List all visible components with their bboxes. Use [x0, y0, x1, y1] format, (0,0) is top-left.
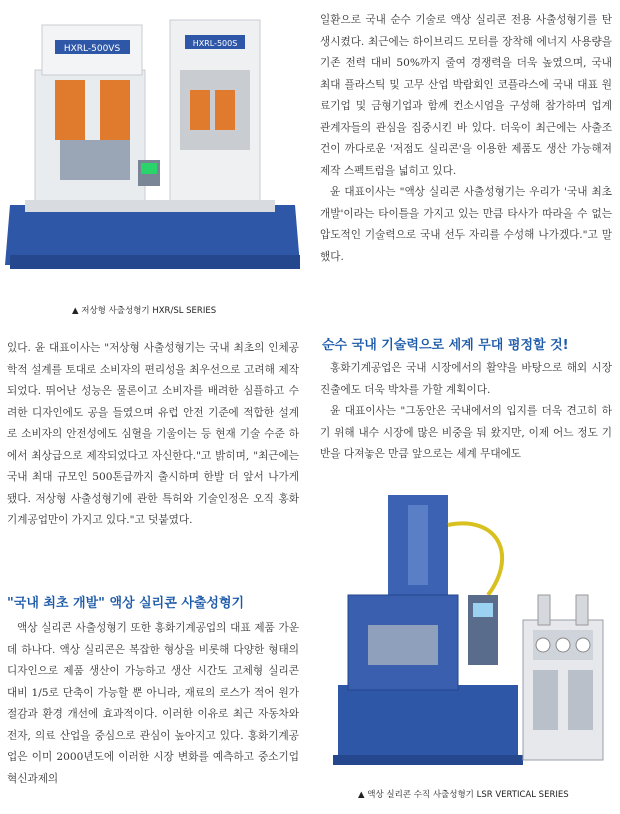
- paragraph: 액상 실리콘 사출성형기 또한 홍화기계공업의 대표 제품 가운데 하나다. 액상 실리콘은 복잡한 형상을 비롯해 다양한 형태의 디자인으로 제품 생산이 가능하고 생산 시간도 고체형 실리콘 대비 1/5로 단축이 가능할 뿐 아니라, 재료의 로스가 적어 원가 절감과 환경 개선에 효과적이다. 이러한 이유로 최근 자동차와 전자, 의료 산업을 중심으로 관심이 높아지고 있다. 홍화기계공업은 이미 2000년도에 이러한 시장 변화를 예측하고 중소기업혁신과제의: [7, 622, 299, 785]
- photo-lsr-vertical-machine: [318, 485, 616, 783]
- figure-caption-bottom: ▲ 액상 실리콘 수직 사출성형기 LSR VERTICAL SERIES: [358, 790, 569, 800]
- photo-low-profile-machine: [0, 0, 305, 290]
- left-text-column-2: [7, 618, 299, 790]
- paragraph: 일환으로 국내 순수 기술로 액상 실리콘 전용 사출성형기를 탄생시켰다. 최근에는 하이브리드 모터를 장착해 에너지 사용량을 기존 전력 대비 50%까지 줄여 경쟁력을 더욱 높였으며, 국내 최대 플라스틱 및 고무 산업 박람회인 코플라스에 국내 대표 원료기업 및 금형기업과 함께 컨소시엄을 구성해 참가하며 업계 관계자들의 관심을 집중시킨 바 있다. 더욱이 최근에는 사출조건이 까다로운 '저점도 실리콘'을 이용한 제품도 생산 가능해져 제작 스펙트럼을 넓히고 있다.: [320, 14, 612, 177]
- section-heading-lsr: "국내 최초 개발" 액상 실리콘 사출성형기: [7, 596, 245, 611]
- figure-caption-top: ▲ 저상형 사출성형기 HXR/SL SERIES: [72, 306, 217, 316]
- paragraph: 있다. 윤 대표이사는 "저상형 사출성형기는 국내 최초의 인체공학적 설계를 토대로 소비자의 편리성을 최우선으로 고려해 제작되었다. 뛰어난 성능은 물론이고 소비자를 배려한 심플하고 수려한 디자인에도 공을 들였으며 유럽 안전 기준에 적합한 설계로 소비자의 안전성에도 심혈을 기울이는 등 현재 기술 수준 하에서 최상급으로 제작되었다고 자신한다."고 밝히며, "최근에는 국내 최대 규모인 500톤급까지 출시하며 한발 더 앞서 나가게 됐다. 저상형 사출성형기에 관한 특허와 기술인정은 오직 홍화기계공업만이 가지고 있다."고 덧붙였다.: [7, 342, 299, 526]
- right-text-column: [320, 358, 612, 466]
- paragraph: 윤 대표이사는 "그동안은 국내에서의 입지를 더욱 견고히 하기 위해 내수 시장에 많은 비중을 둬 왔지만, 이제 어느 정도 기반을 다져놓은 만큼 앞으로는 세계 무대에도: [320, 405, 612, 460]
- paragraph: 윤 대표이사는 "액상 실리콘 사출성형기는 우리가 '국내 최초 개발'이라는 타이틀을 가지고 있는 만큼 타사가 따라올 수 없는 압도적인 기술력으로 국내 선두 자리를 수성해 나가겠다."고 말했다.: [320, 186, 612, 263]
- machine-label-1: HXRL-500VS: [63, 44, 121, 54]
- machine-label-2: HXRL-500S: [192, 39, 238, 48]
- top-right-text: [320, 10, 612, 268]
- paragraph: 홍화기계공업은 국내 시장에서의 활약을 바탕으로 해외 시장 진출에도 더욱 박차를 가할 계획이다.: [320, 362, 612, 396]
- section-heading-global: 순수 국내 기술력으로 세계 무대 평정할 것!: [322, 338, 569, 353]
- left-text-column: [7, 338, 299, 532]
